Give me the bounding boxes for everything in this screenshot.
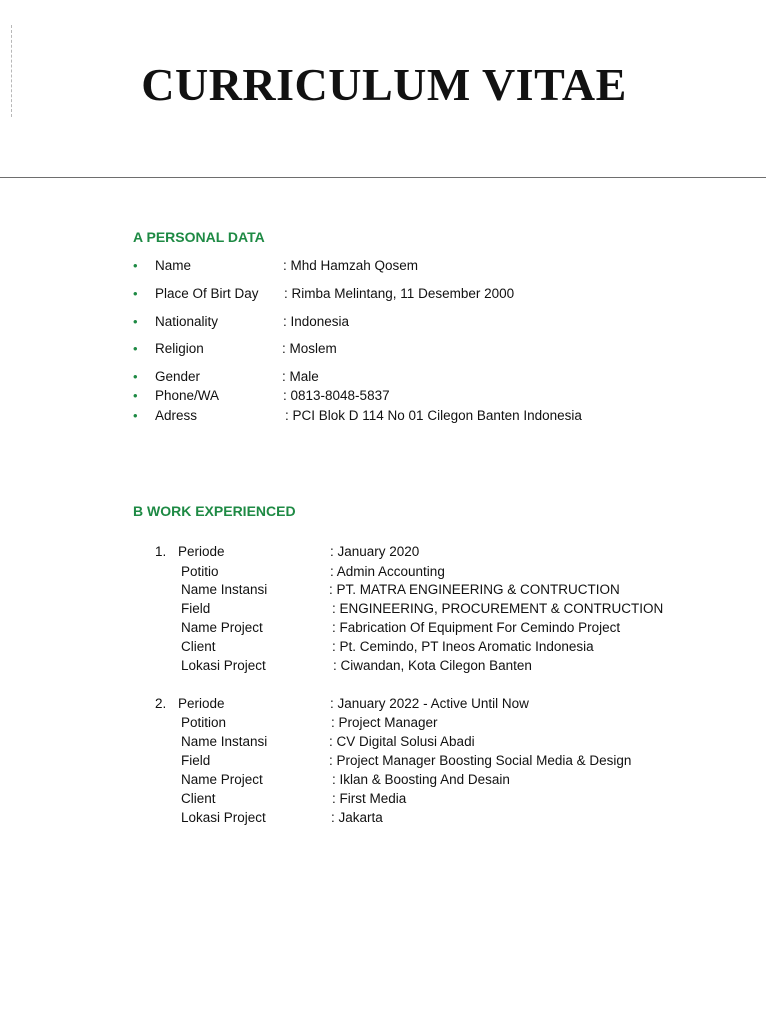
work-experience-heading: B WORK EXPERIENCED	[133, 503, 296, 519]
bullet-icon: •	[133, 369, 138, 384]
row-label: Adress	[155, 408, 198, 423]
bullet-icon: •	[133, 341, 138, 356]
bullet-icon: •	[133, 258, 138, 273]
row-label: Name Project	[181, 772, 263, 787]
row-value: : First Media	[332, 791, 407, 806]
row-label: Phone/WA	[155, 388, 220, 403]
row-value: : Pt. Cemindo, PT Ineos Aromatic Indonesia	[332, 639, 594, 654]
row-value: : Male	[282, 369, 319, 384]
title-divider	[0, 177, 766, 178]
bullet-icon: •	[133, 286, 138, 301]
row-value: : Jakarta	[331, 810, 383, 825]
row-label: Name	[155, 258, 192, 273]
bullet-icon: •	[133, 314, 138, 329]
row-value: : Admin Accounting	[330, 564, 445, 579]
row-value: : ENGINEERING, PROCUREMENT & CONTRUCTION	[332, 601, 664, 616]
row-label: Field	[181, 601, 211, 616]
entry-number: 2.	[155, 696, 167, 711]
bullet-icon: •	[133, 388, 138, 403]
row-label: Gender	[155, 369, 201, 384]
row-label: Periode	[178, 696, 225, 711]
row-label: Client	[181, 791, 216, 806]
row-label: Name Instansi	[181, 734, 268, 749]
row-value: : Moslem	[282, 341, 337, 356]
row-label: Lokasi Project	[181, 810, 266, 825]
row-label: Place Of Birt Day	[155, 286, 259, 301]
row-value: : January 2022 - Active Until Now	[330, 696, 529, 711]
row-value: : Project Manager	[331, 715, 438, 730]
entry-number: 1.	[155, 544, 167, 559]
row-label: Periode	[178, 544, 225, 559]
row-label: Field	[181, 753, 211, 768]
row-label: Potitio	[181, 564, 219, 579]
row-value: : PCI Blok D 114 No 01 Cilegon Banten Indonesia	[285, 408, 582, 423]
row-label: Nationality	[155, 314, 219, 329]
row-label: Lokasi Project	[181, 658, 266, 673]
row-value: : Mhd Hamzah Qosem	[283, 258, 419, 273]
row-value: : 0813-8048-5837	[283, 388, 390, 403]
row-value: : Project Manager Boosting Social Media & Design	[329, 753, 632, 768]
row-value: : CV Digital Solusi Abadi	[329, 734, 475, 749]
row-value: : Rimba Melintang, 11 Desember 2000	[284, 286, 515, 301]
row-label: Name Project	[181, 620, 263, 635]
row-label: Name Instansi	[181, 582, 268, 597]
row-label: Religion	[155, 341, 204, 356]
row-label: Client	[181, 639, 216, 654]
personal-data-heading: A PERSONAL DATA	[133, 229, 265, 245]
bullet-icon: •	[133, 408, 138, 423]
row-value: : PT. MATRA ENGINEERING & CONTRUCTION	[329, 582, 620, 597]
row-value: : Indonesia	[283, 314, 350, 329]
row-label: Potition	[181, 715, 227, 730]
document-title: CURRICULUM VITAE	[141, 59, 627, 110]
row-value: : Fabrication Of Equipment For Cemindo Project	[332, 620, 621, 635]
row-value: : Ciwandan, Kota Cilegon Banten	[333, 658, 532, 673]
row-value: : Iklan & Boosting And Desain	[332, 772, 510, 787]
row-value: : January 2020	[330, 544, 420, 559]
